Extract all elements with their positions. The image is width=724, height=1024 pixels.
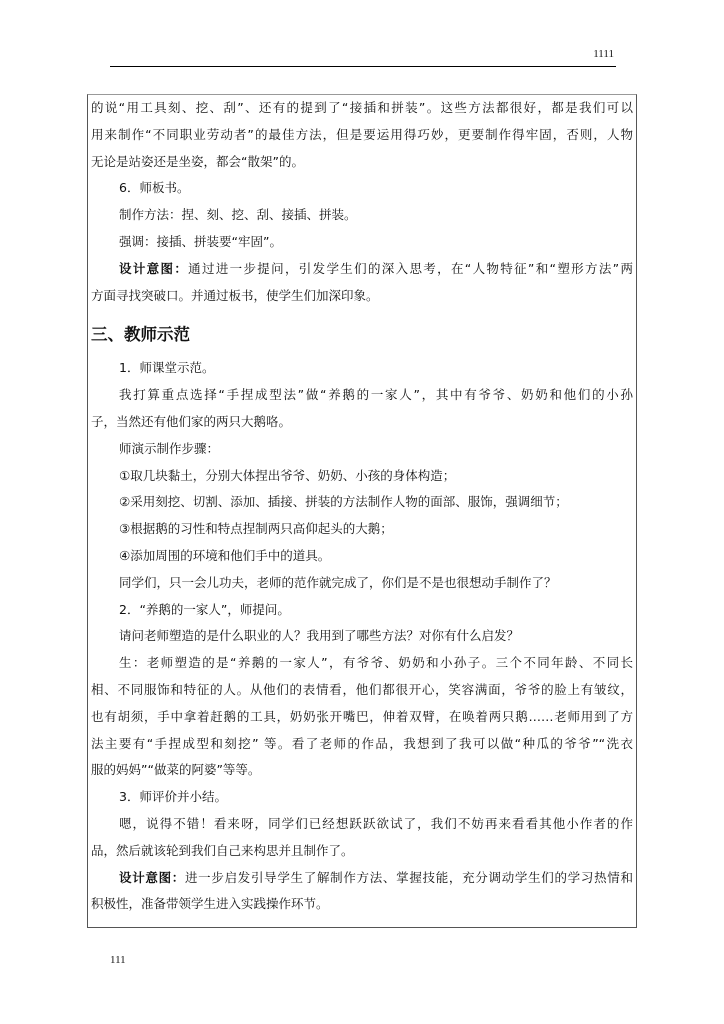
line-text: 相、不同服饰和特征的人。从他们的表情看，他们都很开心，笑容满面，爷爷的脸上有皱纹，: [91, 681, 633, 697]
design-intent-label: 设计意图：: [119, 260, 189, 276]
line-text: 品，然后就该轮到我们自己来构思并且制作了。: [91, 842, 354, 858]
text-line: [91, 731, 633, 758]
line-text: 无论是站姿还是坐姿，都会“散架”的。: [91, 153, 304, 169]
line-text: 制作方法：捏、刻、挖、刮、接插、拼装。: [119, 207, 357, 223]
line-text: 嗯，说得不错！看来呀，同学们已经想跃跃欲试了，我们不妨再来看看其他小作者的作: [119, 815, 633, 831]
lesson-plan-table-cell: [87, 94, 637, 928]
line-text: 进一步启发引导学生了解制作方法、掌握技能，充分调动学生们的学习热情和: [184, 869, 633, 885]
line-text: 生：老师塑造的是“养鹅的一家人”，有爷爷、奶奶和小孙子。三个不同年龄、不同长: [119, 655, 633, 671]
design-intent-label: 设计意图：: [119, 869, 185, 885]
line-text: ③根据鹅的习性和特点捏制两只高仰起头的大鹅；: [119, 521, 393, 537]
line-text: 子，当然还有他们家的两只大鹅咯。: [91, 413, 292, 429]
text-line: [91, 409, 633, 436]
line-text: ④添加周围的环境和他们手中的道具。: [119, 547, 331, 563]
header-page-number: 1111: [593, 48, 614, 60]
text-line: [91, 597, 633, 624]
line-text: 同学们，只一会儿功夫，老师的范作就完成了，你们是不是也很想动手制作了？: [119, 574, 557, 590]
line-text: 积极性，准备带领学生进入实践操作环节。: [91, 896, 329, 912]
text-line: [91, 463, 633, 490]
line-text: 2．“养鹅的一家人”，师提问。: [119, 601, 290, 617]
line-text: 6．师板书。: [119, 180, 190, 196]
text-line: [91, 149, 633, 176]
header-rule: [110, 66, 616, 67]
line-text: 服的妈妈”“做菜的阿婆”等等。: [91, 762, 261, 778]
line-text: 3．师评价并小结。: [119, 789, 227, 805]
text-line: [91, 436, 633, 463]
text-line: [91, 122, 633, 149]
text-line: [91, 704, 633, 731]
text-line: [91, 229, 633, 256]
text-line: [91, 677, 633, 704]
footer-page-number: 111: [110, 954, 126, 966]
text-line: [91, 283, 633, 310]
text-line: [91, 623, 633, 650]
line-text: 1．师课堂示范。: [119, 360, 215, 376]
design-intent-line: [91, 256, 633, 283]
line-text: 我打算重点选择“手捏成型法”做“养鹅的一家人”，其中有爷爷、奶奶和他们的小孙: [119, 387, 633, 403]
line-text: 也有胡须，手中拿着赶鹅的工具，奶奶张开嘴巴，伸着双臂，在唤着两只鹅……老师用到了方: [91, 708, 633, 724]
text-line: [91, 175, 633, 202]
line-text: 的说“用工具刻、挖、刮”、还有的提到了“接插和拼装”。这些方法都很好，都是我们可以: [91, 100, 633, 115]
text-line: [91, 570, 633, 597]
line-text: 强调：接插、拼装要“牢固”。: [119, 233, 282, 249]
section-heading: 三、教师示范: [91, 325, 190, 345]
line-text: ①取几块黏土，分别大体捏出爷爷、奶奶、小孩的身体构造；: [119, 467, 456, 483]
text-line: [91, 95, 633, 122]
text-line: [91, 838, 633, 865]
text-line: [91, 784, 633, 811]
line-text: ②采用刻挖、切割、添加、插接、拼装的方法制作人物的面部、服饰，强调细节；: [119, 494, 568, 510]
text-line: [91, 543, 633, 570]
text-line: [91, 650, 633, 677]
text-line: [91, 202, 633, 229]
line-text: 请问老师塑造的是什么职业的人？我用到了哪些方法？对你有什么启发？: [119, 628, 520, 644]
text-line: [91, 811, 633, 838]
design-intent-line: [91, 865, 633, 892]
text-line: [91, 757, 633, 784]
line-text: 方面寻找突破口。并通过板书，使学生们加深印象。: [91, 287, 379, 303]
text-line: [91, 382, 633, 409]
line-text: 通过进一步提问，引发学生们的深入思考，在“人物特征”和“塑形方法”两: [188, 260, 633, 276]
lesson-plan-content: [91, 95, 633, 918]
text-line: [91, 355, 633, 382]
text-line: [91, 891, 633, 918]
line-text: 法主要有“手捏成型和刻挖” 等。看了老师的作品，我想到了我可以做“种瓜的爷爷”“洗衣: [91, 735, 633, 751]
line-text: 师演示制作步骤：: [119, 440, 220, 456]
text-line: [91, 489, 633, 516]
text-line: [91, 516, 633, 543]
line-text: 用来制作“不同职业劳动者”的最佳方法，但是要运用得巧妙，更要制作得牢固，否则，人物: [91, 126, 633, 142]
